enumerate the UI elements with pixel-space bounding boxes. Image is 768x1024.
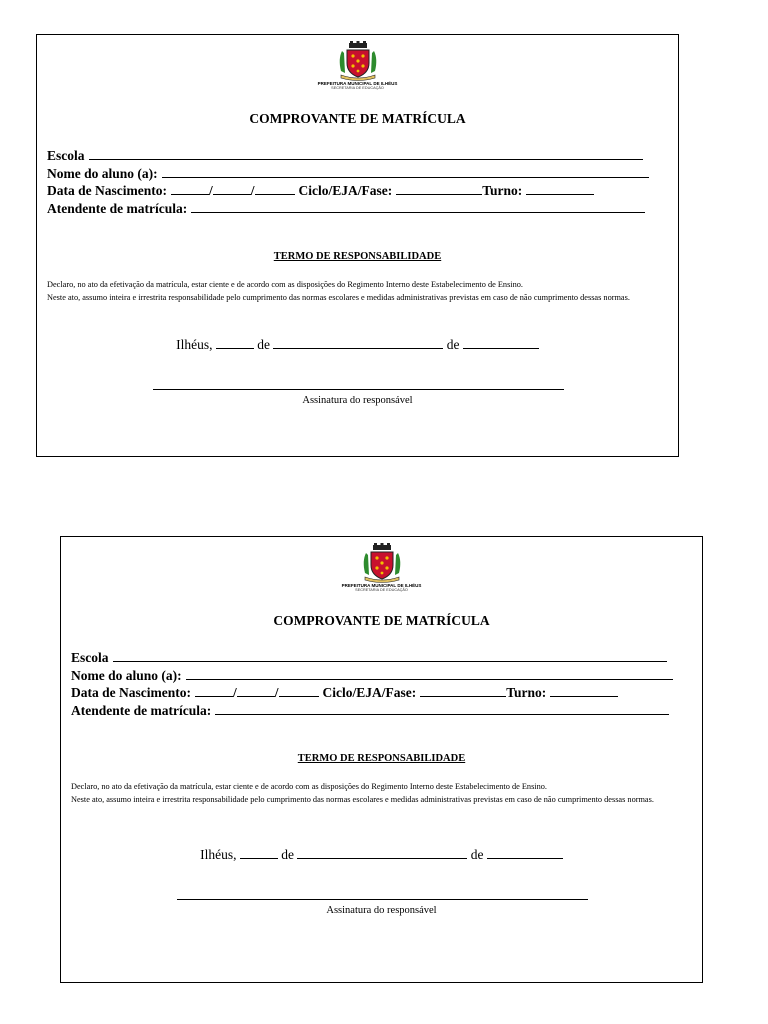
responsibility-term-title: TERMO DE RESPONSABILIDADE — [273, 251, 442, 262]
school-blank — [113, 650, 667, 662]
enrollment-receipt-card-2 — [60, 536, 703, 983]
school-blank — [89, 148, 643, 160]
shift-blank — [550, 685, 618, 697]
declaration-paragraph-1: Declaro, no ato da efetivação da matrícula, estar ciente e de acordo com as disposições do Regimento Interno deste Estabelecimento de Ensino. — [47, 280, 523, 289]
logo-department: SECRETARIA DE EDUCAÇÃO — [331, 86, 384, 90]
birth-year-blank — [279, 685, 319, 697]
declaration-paragraph-1: Declaro, no ato da efetivação da matrícula, estar ciente e de acordo com as disposições do Regimento Interno deste Estabelecimento de Ensino. — [71, 782, 547, 791]
cycle-blank — [396, 183, 482, 195]
logo-department: SECRETARIA DE EDUCAÇÃO — [355, 588, 408, 592]
date-separator: / — [208, 183, 213, 198]
school-label: Escola — [47, 148, 85, 163]
enrollment-receipt-card-1 — [36, 34, 679, 457]
date-separator: / — [250, 183, 255, 198]
cycle-label: Ciclo/EJA/Fase: — [298, 183, 393, 198]
enrollment-fields — [71, 649, 681, 719]
de-label: de — [470, 847, 484, 862]
day-blank — [240, 848, 278, 859]
logo-org-name: PREFEITURA MUNICIPAL DE ILHÉUS — [317, 81, 398, 86]
birth-day-blank — [171, 183, 209, 195]
birthdate-label: Data de Nascimento: — [71, 685, 191, 700]
birthdate-field — [47, 182, 657, 200]
municipal-logo — [303, 41, 413, 90]
responsibility-term-title: TERMO DE RESPONSABILIDADE — [297, 753, 466, 764]
shift-blank — [526, 183, 594, 195]
signature-caption: Assinatura do responsável — [302, 395, 413, 406]
signature-line — [153, 389, 564, 390]
student-name-field — [71, 667, 681, 685]
shift-label: Turno: — [482, 183, 523, 198]
school-field — [71, 649, 681, 667]
attendant-field — [71, 702, 681, 720]
day-blank — [216, 338, 254, 349]
de-label: de — [281, 847, 294, 862]
declaration-text — [71, 781, 692, 806]
cycle-label: Ciclo/EJA/Fase: — [322, 685, 417, 700]
signature-caption: Assinatura do responsável — [326, 905, 437, 916]
document-title: COMPROVANTE DE MATRÍCULA — [249, 111, 466, 126]
signature-line — [177, 899, 588, 900]
date-separator: / — [232, 685, 237, 700]
school-field — [47, 147, 657, 165]
birthdate-field — [71, 684, 681, 702]
place-date-line — [37, 337, 678, 353]
attendant-blank — [215, 703, 669, 715]
declaration-paragraph-2: Neste ato, assumo inteira e irrestrita responsabilidade pelo cumprimento das normas escolares e medidas administrativas previstas em caso de não cumprimento dessas normas. — [47, 292, 630, 302]
document-title: COMPROVANTE DE MATRÍCULA — [273, 613, 490, 628]
declaration-text — [47, 279, 668, 304]
year-blank — [463, 338, 539, 349]
place-date-line — [61, 847, 702, 863]
birth-month-blank — [213, 183, 251, 195]
student-name-label: Nome do aluno (a): — [71, 667, 182, 683]
coat-of-arms-icon — [335, 41, 381, 81]
de-label: de — [446, 337, 460, 352]
birth-month-blank — [237, 685, 275, 697]
municipal-logo — [327, 543, 437, 592]
month-blank — [297, 848, 467, 859]
student-name-field — [47, 165, 657, 183]
enrollment-fields — [47, 147, 657, 217]
attendant-label: Atendente de matrícula: — [47, 200, 188, 216]
school-label: Escola — [71, 650, 109, 665]
year-blank — [487, 848, 563, 859]
city-label: Ilhéus, — [176, 337, 213, 352]
logo-org-name: PREFEITURA MUNICIPAL DE ILHÉUS — [341, 583, 422, 588]
month-blank — [273, 338, 443, 349]
cycle-blank — [420, 685, 506, 697]
declaration-paragraph-2: Neste ato, assumo inteira e irrestrita responsabilidade pelo cumprimento das normas escolares e medidas administrativas previstas em caso de não cumprimento dessas normas. — [71, 794, 654, 804]
de-label: de — [257, 337, 270, 352]
attendant-label: Atendente de matrícula: — [71, 702, 212, 718]
student-name-blank — [162, 166, 649, 178]
shift-label: Turno: — [506, 685, 547, 700]
attendant-field — [47, 200, 657, 218]
attendant-blank — [191, 201, 645, 213]
birth-year-blank — [255, 183, 295, 195]
coat-of-arms-icon — [359, 543, 405, 583]
city-label: Ilhéus, — [200, 847, 237, 862]
student-name-label: Nome do aluno (a): — [47, 165, 158, 181]
birth-day-blank — [195, 685, 233, 697]
date-separator: / — [274, 685, 279, 700]
birthdate-label: Data de Nascimento: — [47, 183, 167, 198]
student-name-blank — [186, 668, 673, 680]
